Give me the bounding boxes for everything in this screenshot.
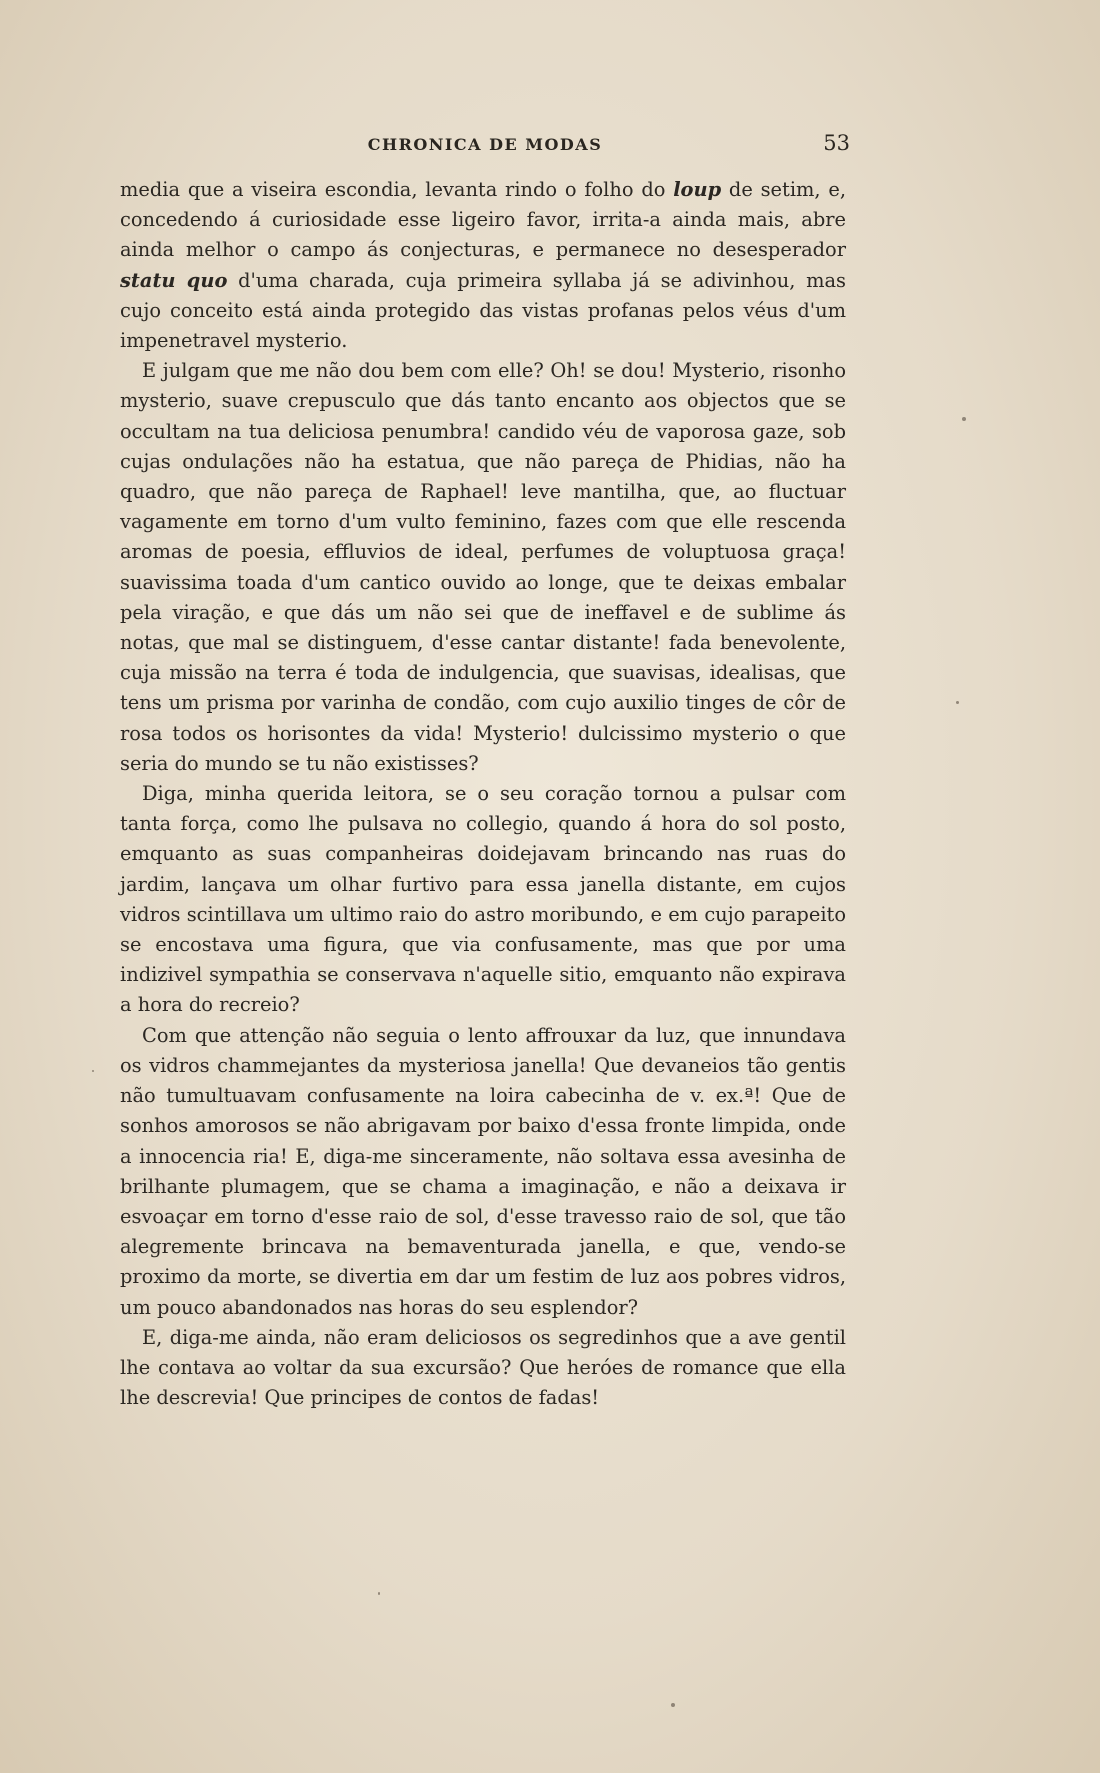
- paragraph: Diga, minha querida leitora, se o seu coração tornou a pulsar com tanta força, como lhe pulsava no collegio, quando á hora do sol posto, emquanto as suas companheiras doidejavam brincando nas ruas do jardim, lançava um olhar furtivo para essa janella distante, em cujos vidros scintillava um ultimo raio do astro moribundo, e em cujo parapeito se encostava uma figura, que via confusamente, mas que por uma indizivel sympathia se conservava n'aquelle sitio, emquanto não expirava a hora do recreio?: [120, 782, 846, 1017]
- paper-speck: [92, 1070, 94, 1072]
- paper-speck: [956, 701, 959, 704]
- paragraph-text: media que a viseira escondia, levanta rindo o folho do: [120, 178, 674, 201]
- paragraph: E julgam que me não dou bem com elle? Oh! se dou! Mysterio, risonho mysterio, suave crepusculo que dás tanto encanto aos objectos que se occultam na tua deliciosa penumbra! candido véu de vaporosa gaze, sob cujas ondulações não ha estatua, que não pareça de Phidias, não ha quadro, que não pareça de Raphael! leve mantilha, que, ao fluctuar vagamente em torno d'um vulto feminino, fazes com que elle rescenda aromas de poesia, effluvios de ideal, perfumes de voluptuosa graça! suavissima toada d'um cantico ouvido ao longe, que te deixas embalar pela viração, e que dás um não sei que de ineffavel e de sublime ás notas, que mal se distinguem, d'esse cantar distante! fada benevolente, cuja missão na terra é toda de indulgencia, que suavisas, idealisas, que tens um prisma por varinha de condão, com cujo auxilio tinges de côr de rosa todos os horisontes da vida! Mysterio! dulcissimo mysterio o que seria do mundo se tu não existisses?: [120, 359, 846, 775]
- body-text: [120, 175, 846, 1413]
- paragraph: Com que attenção não seguia o lento affrouxar da luz, que innundava os vidros chammejantes da mysteriosa janella! Que devaneios tão gentis não tumultuavam confusamente na loira cabecinha de v. ex.ª! Que de sonhos amorosos se não abrigavam por baixo d'essa fronte limpida, onde a innocencia ria! E, diga-me sinceramente, não soltava essa avesinha de brilhante plumagem, que se chama a imaginação, e não a deixava ir esvoaçar em torno d'esse raio de sol, d'esse travesso raio de sol, que tão alegremente brincava na bemaventurada janella, e que, vendo-se proximo da morte, se divertia em dar um festim de luz aos pobres vidros, um pouco abandonados nas horas do seu esplendor?: [120, 1023, 846, 1319]
- running-title: CHRONICA DE MODAS: [367, 135, 603, 154]
- paper-speck: [378, 1592, 380, 1595]
- paragraph-continuation: [120, 175, 846, 356]
- italic-term: loup: [673, 178, 722, 201]
- italic-term: statu quo: [120, 268, 228, 292]
- paper-speck: [671, 1703, 675, 1707]
- running-head: [120, 131, 850, 165]
- paragraph-text: d'uma charada, cuja primeira syllaba já se adivinhou, mas cujo conceito está ainda protegido das vistas profanas pelos véus d'um impenetravel mysterio.: [120, 268, 846, 353]
- page-number: 53: [823, 131, 850, 155]
- paragraph: E, diga-me ainda, não eram deliciosos os segredinhos que a ave gentil lhe contava ao voltar da sua excursão? Que heróes de romance que ella lhe descrevia! Que principes de contos de fadas!: [120, 1325, 846, 1410]
- paragraph-text: de setim, e, concedendo á curiosidade esse ligeiro favor, irrita-a ainda mais, abre ainda melhor o campo ás conjecturas, e permanece no desesperador: [120, 178, 846, 262]
- paper-speck: [962, 417, 966, 421]
